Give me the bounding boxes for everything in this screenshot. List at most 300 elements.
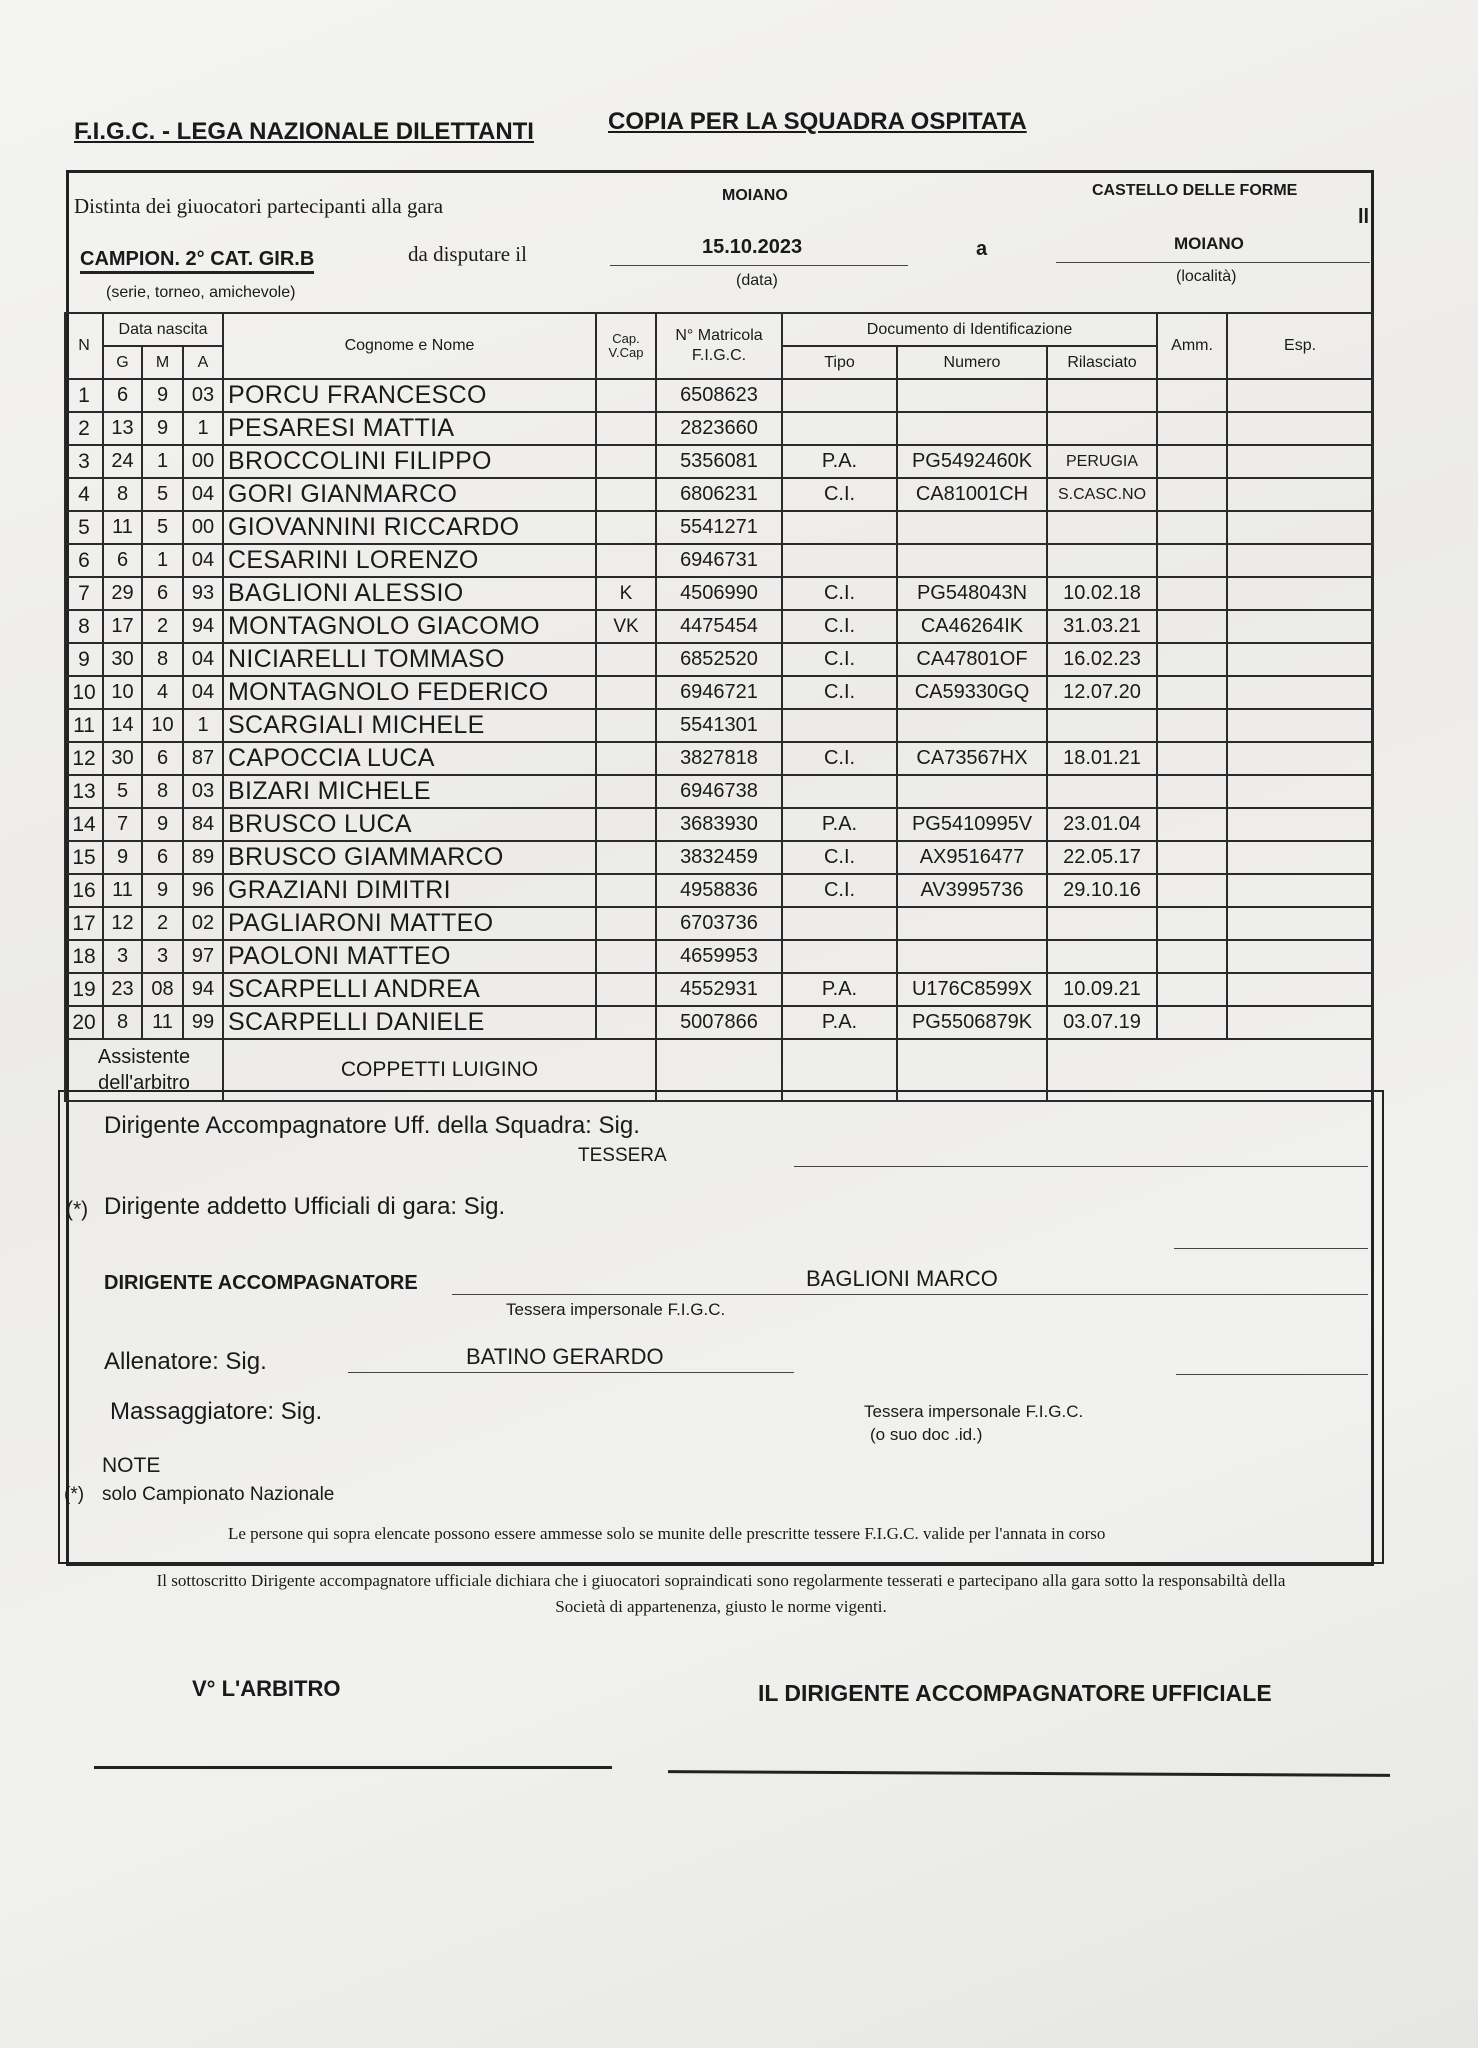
- birth-year: 89: [183, 841, 223, 874]
- birth-day: 13: [103, 412, 142, 445]
- tessera-line: [794, 1166, 1368, 1167]
- esp-cell: [1227, 412, 1373, 445]
- table-row: [65, 874, 1373, 907]
- declaration-line1: Il sottoscritto Dirigente accompagnatore ufficiale dichiara che i giuocatori sopraindicati sono regolarmente tesserati e partecipano alla gara sotto la responsabiltà della: [156, 1571, 1286, 1590]
- match-date: 15.10.2023: [702, 236, 803, 258]
- row-number: 10: [65, 676, 103, 709]
- doc-type: C.I.: [782, 577, 897, 610]
- table-row: [65, 610, 1373, 643]
- amm-cell: [1157, 544, 1227, 577]
- doc-number: PG5492460K: [897, 445, 1047, 478]
- dirigente-gara-label: Dirigente addetto Ufficiali di gara: Sig.: [104, 1193, 506, 1220]
- captain-mark: [596, 874, 656, 907]
- captain-mark: [596, 544, 656, 577]
- player-name: MONTAGNOLO FEDERICO: [223, 676, 596, 709]
- allenatore-label: Allenatore: Sig.: [104, 1348, 267, 1375]
- player-name: MONTAGNOLO GIACOMO: [223, 610, 596, 643]
- amm-cell: [1157, 841, 1227, 874]
- player-name: SCARGIALI MICHELE: [223, 709, 596, 742]
- assistant-cell: [782, 1039, 897, 1101]
- row-number: 15: [65, 841, 103, 874]
- doc-number: [897, 412, 1047, 445]
- birth-day: 30: [103, 643, 142, 676]
- doc-type: C.I.: [782, 874, 897, 907]
- birth-month: 5: [142, 478, 183, 511]
- amm-cell: [1157, 973, 1227, 1006]
- esp-cell: [1227, 511, 1373, 544]
- table-row: [65, 742, 1373, 775]
- doc-number: [897, 940, 1047, 973]
- table-row: [65, 478, 1373, 511]
- doc-type: P.A.: [782, 973, 897, 1006]
- birth-day: 6: [103, 544, 142, 577]
- player-name: BAGLIONI ALESSIO: [223, 577, 596, 610]
- table-row: [65, 577, 1373, 610]
- matricola: 5356081: [656, 445, 782, 478]
- doc-number: U176C8599X: [897, 973, 1047, 1006]
- matricola: 6703736: [656, 907, 782, 940]
- amm-cell: [1157, 643, 1227, 676]
- col-n: N: [65, 313, 103, 379]
- table-row: [65, 379, 1373, 412]
- doc-type: [782, 907, 897, 940]
- birth-year: 02: [183, 907, 223, 940]
- esp-cell: [1227, 1006, 1373, 1039]
- player-name: SCARPELLI ANDREA: [223, 973, 596, 1006]
- birth-day: 23: [103, 973, 142, 1006]
- player-name: CAPOCCIA LUCA: [223, 742, 596, 775]
- doc-number: [897, 907, 1047, 940]
- esp-cell: [1227, 379, 1373, 412]
- captain-mark: [596, 412, 656, 445]
- tessera-imp-2: Tessera impersonale F.I.G.C.: [864, 1402, 1084, 1421]
- player-name: BIZARI MICHELE: [223, 775, 596, 808]
- table-row: [65, 1006, 1373, 1039]
- matricola: 3832459: [656, 841, 782, 874]
- birth-month: 8: [142, 643, 183, 676]
- table-row: [65, 676, 1373, 709]
- doc-type: C.I.: [782, 841, 897, 874]
- competition: CAMPION. 2° CAT. GIR.B: [80, 248, 314, 274]
- birth-month: 08: [142, 973, 183, 1006]
- matricola: 3827818: [656, 742, 782, 775]
- allenatore-line: [348, 1372, 794, 1373]
- location-hint: (località): [1176, 268, 1237, 285]
- matricola: 5541301: [656, 709, 782, 742]
- row-number: 9: [65, 643, 103, 676]
- doc-issued: PERUGIA: [1047, 445, 1157, 478]
- player-name: PAGLIARONI MATTEO: [223, 907, 596, 940]
- doc-type: C.I.: [782, 610, 897, 643]
- matricola: 4552931: [656, 973, 782, 1006]
- birth-day: 11: [103, 511, 142, 544]
- captain-mark: [596, 775, 656, 808]
- birth-month: 9: [142, 412, 183, 445]
- doc-number: CA73567HX: [897, 742, 1047, 775]
- dirigente-acc-line: [452, 1294, 1368, 1295]
- away-team: CASTELLO DELLE FORME: [1092, 182, 1298, 199]
- player-name: GORI GIANMARCO: [223, 478, 596, 511]
- birth-year: 99: [183, 1006, 223, 1039]
- birth-year: 97: [183, 940, 223, 973]
- doc-type: P.A.: [782, 808, 897, 841]
- doc-number: CA81001CH: [897, 478, 1047, 511]
- birth-day: 29: [103, 577, 142, 610]
- doc-type: P.A.: [782, 1006, 897, 1039]
- captain-mark: [596, 973, 656, 1006]
- esp-cell: [1227, 742, 1373, 775]
- birth-month: 4: [142, 676, 183, 709]
- col-matricola-line2: F.I.G.C.: [691, 347, 747, 364]
- row-number: 16: [65, 874, 103, 907]
- table-row: [65, 511, 1373, 544]
- matricola: 4659953: [656, 940, 782, 973]
- player-name: NICIARELLI TOMMASO: [223, 643, 596, 676]
- table-row: [65, 841, 1373, 874]
- doc-issued: [1047, 511, 1157, 544]
- player-name: PORCU FRANCESCO: [223, 379, 596, 412]
- doc-issued: 29.10.16: [1047, 874, 1157, 907]
- doc-issued: 22.05.17: [1047, 841, 1157, 874]
- amm-cell: [1157, 808, 1227, 841]
- allenatore-name: BATINO GERARDO: [466, 1344, 664, 1369]
- assistant-cell: [897, 1039, 1047, 1101]
- doc-number: [897, 511, 1047, 544]
- doc-type: C.I.: [782, 676, 897, 709]
- col-rilasciato: Rilasciato: [1047, 346, 1157, 379]
- amm-cell: [1157, 577, 1227, 610]
- birth-day: 8: [103, 478, 142, 511]
- doc-number: AX9516477: [897, 841, 1047, 874]
- player-name: SCARPELLI DANIELE: [223, 1006, 596, 1039]
- captain-mark: [596, 907, 656, 940]
- referee-signature-label: V° L'ARBITRO: [192, 1676, 341, 1701]
- player-name: CESARINI LORENZO: [223, 544, 596, 577]
- matricola: 6806231: [656, 478, 782, 511]
- doc-issued: 12.07.20: [1047, 676, 1157, 709]
- note-label: NOTE: [102, 1454, 161, 1477]
- league-title: F.I.G.C. - LEGA NAZIONALE DILETTANTI: [74, 118, 534, 145]
- doc-issued: S.CASC.NO: [1047, 478, 1157, 511]
- row-number: 1: [65, 379, 103, 412]
- assistant-label-line1: Assistente: [97, 1046, 191, 1068]
- captain-mark: [596, 379, 656, 412]
- birth-day: 3: [103, 940, 142, 973]
- doc-number: CA59330GQ: [897, 676, 1047, 709]
- doc-issued: 23.01.04: [1047, 808, 1157, 841]
- matricola: 5541271: [656, 511, 782, 544]
- player-name: BROCCOLINI FILIPPO: [223, 445, 596, 478]
- col-birth: Data nascita: [103, 313, 223, 346]
- amm-cell: [1157, 775, 1227, 808]
- footer-note: Le persone qui sopra elencate possono essere ammesse solo se munite delle prescritte tessere F.I.G.C. valide per l'annata in corso: [228, 1524, 1106, 1543]
- captain-mark: [596, 1006, 656, 1039]
- doc-type: [782, 940, 897, 973]
- birth-year: 00: [183, 511, 223, 544]
- birth-year: 1: [183, 709, 223, 742]
- birth-month: 9: [142, 808, 183, 841]
- assistant-label: [65, 1039, 223, 1101]
- assistant-name: COPPETTI LUIGINO: [223, 1039, 656, 1101]
- captain-mark: VK: [596, 610, 656, 643]
- manager-signature-line: [668, 1770, 1390, 1777]
- birth-year: 04: [183, 478, 223, 511]
- referee-signature-line: [94, 1766, 612, 1769]
- doc-number: CA46264IK: [897, 610, 1047, 643]
- birth-month: 2: [142, 907, 183, 940]
- player-name: BRUSCO GIAMMARCO: [223, 841, 596, 874]
- birth-month: 5: [142, 511, 183, 544]
- captain-mark: [596, 511, 656, 544]
- row-number: 17: [65, 907, 103, 940]
- allenatore-tessera-line: [1176, 1374, 1368, 1375]
- birth-year: 04: [183, 643, 223, 676]
- amm-cell: [1157, 742, 1227, 775]
- assistant-cell: [1047, 1039, 1373, 1101]
- amm-cell: [1157, 676, 1227, 709]
- doc-type: C.I.: [782, 478, 897, 511]
- amm-cell: [1157, 874, 1227, 907]
- doc-number: CA47801OF: [897, 643, 1047, 676]
- doc-issued: 10.02.18: [1047, 577, 1157, 610]
- table-row: [65, 907, 1373, 940]
- col-tipo: Tipo: [782, 346, 897, 379]
- col-numero: Numero: [897, 346, 1047, 379]
- competition-hint: (serie, torneo, amichevole): [106, 284, 296, 301]
- assistant-cell: [656, 1039, 782, 1101]
- captain-mark: [596, 445, 656, 478]
- doc-issued: [1047, 907, 1157, 940]
- esp-cell: [1227, 643, 1373, 676]
- esp-cell: [1227, 610, 1373, 643]
- captain-mark: [596, 742, 656, 775]
- doc-issued: 31.03.21: [1047, 610, 1157, 643]
- birth-year: 04: [183, 676, 223, 709]
- amm-cell: [1157, 379, 1227, 412]
- col-esp: Esp.: [1227, 313, 1373, 379]
- row-number: 3: [65, 445, 103, 478]
- doc-type: C.I.: [782, 643, 897, 676]
- table-row: [65, 940, 1373, 973]
- col-a: A: [183, 346, 223, 379]
- location: MOIANO: [1174, 234, 1244, 253]
- doc-issued: [1047, 709, 1157, 742]
- esp-cell: [1227, 973, 1373, 1006]
- table-row: [65, 709, 1373, 742]
- intro-text: Distinta dei giuocatori partecipanti alla gara: [74, 194, 444, 218]
- captain-mark: [596, 709, 656, 742]
- dirigente-gara-line: [1174, 1248, 1368, 1249]
- table-row: [65, 643, 1373, 676]
- birth-month: 9: [142, 874, 183, 907]
- tessera-imp-3: (o suo doc .id.): [870, 1425, 983, 1444]
- declaration: [86, 1568, 1356, 1620]
- birth-day: 12: [103, 907, 142, 940]
- matricola: 5007866: [656, 1006, 782, 1039]
- birth-month: 3: [142, 940, 183, 973]
- doc-number: [897, 379, 1047, 412]
- row-number: 4: [65, 478, 103, 511]
- matricola: 6946731: [656, 544, 782, 577]
- birth-year: 94: [183, 973, 223, 1006]
- declaration-line2: Società di appartenenza, giusto le norme vigenti.: [555, 1597, 887, 1616]
- birth-day: 8: [103, 1006, 142, 1039]
- col-cap-label: Cap.: [612, 331, 640, 346]
- birth-month: 6: [142, 742, 183, 775]
- captain-mark: [596, 676, 656, 709]
- amm-cell: [1157, 1006, 1227, 1039]
- location-line: [1056, 262, 1370, 263]
- birth-year: 93: [183, 577, 223, 610]
- doc-issued: [1047, 544, 1157, 577]
- esp-cell: [1227, 577, 1373, 610]
- birth-month: 10: [142, 709, 183, 742]
- dirigente-acc-name: BAGLIONI MARCO: [806, 1266, 998, 1291]
- doc-number: PG5410995V: [897, 808, 1047, 841]
- row-number: 2: [65, 412, 103, 445]
- table-row: [65, 445, 1373, 478]
- row-number: 5: [65, 511, 103, 544]
- assistant-label-line2: dell'arbitro: [98, 1072, 190, 1094]
- birth-month: 1: [142, 544, 183, 577]
- birth-month: 9: [142, 379, 183, 412]
- player-name: GIOVANNINI RICCARDO: [223, 511, 596, 544]
- player-name: PESARESI MATTIA: [223, 412, 596, 445]
- birth-year: 1: [183, 412, 223, 445]
- table-row: [65, 808, 1373, 841]
- captain-mark: [596, 478, 656, 511]
- captain-mark: [596, 940, 656, 973]
- player-name: GRAZIANI DIMITRI: [223, 874, 596, 907]
- matricola: 6508623: [656, 379, 782, 412]
- row-number: 8: [65, 610, 103, 643]
- row-number: 18: [65, 940, 103, 973]
- doc-type: [782, 511, 897, 544]
- doc-type: P.A.: [782, 445, 897, 478]
- tessera-label: TESSERA: [578, 1145, 667, 1166]
- birth-year: 03: [183, 775, 223, 808]
- note-text: solo Campionato Nazionale: [102, 1484, 335, 1505]
- matricola: 6946721: [656, 676, 782, 709]
- birth-year: 94: [183, 610, 223, 643]
- table-row: [65, 775, 1373, 808]
- at-label: a: [976, 238, 988, 260]
- esp-cell: [1227, 775, 1373, 808]
- esp-cell: [1227, 841, 1373, 874]
- row-number: 6: [65, 544, 103, 577]
- birth-month: 1: [142, 445, 183, 478]
- copy-title: COPIA PER LA SQUADRA OSPITATA: [608, 108, 1027, 135]
- doc-issued: [1047, 379, 1157, 412]
- col-doc: Documento di Identificazione: [782, 313, 1157, 346]
- doc-issued: [1047, 775, 1157, 808]
- birth-day: 24: [103, 445, 142, 478]
- doc-type: C.I.: [782, 742, 897, 775]
- doc-issued: [1047, 940, 1157, 973]
- table-row: [65, 412, 1373, 445]
- esp-cell: [1227, 874, 1373, 907]
- massaggiatore-label: Massaggiatore: Sig.: [110, 1398, 323, 1425]
- players-table: [64, 312, 1374, 1102]
- esp-cell: [1227, 808, 1373, 841]
- player-name: BRUSCO LUCA: [223, 808, 596, 841]
- esp-cell: [1227, 907, 1373, 940]
- birth-day: 6: [103, 379, 142, 412]
- matricola: 4475454: [656, 610, 782, 643]
- amm-cell: [1157, 478, 1227, 511]
- margin-mark: ll: [1358, 206, 1370, 228]
- doc-issued: 10.09.21: [1047, 973, 1157, 1006]
- doc-issued: 18.01.21: [1047, 742, 1157, 775]
- birth-year: 96: [183, 874, 223, 907]
- birth-month: 6: [142, 577, 183, 610]
- doc-number: PG5506879K: [897, 1006, 1047, 1039]
- table-row: [65, 973, 1373, 1006]
- esp-cell: [1227, 709, 1373, 742]
- birth-month: 6: [142, 841, 183, 874]
- birth-month: 11: [142, 1006, 183, 1039]
- birth-year: 84: [183, 808, 223, 841]
- col-cap: [596, 313, 656, 379]
- matricola: 6946738: [656, 775, 782, 808]
- doc-type: [782, 379, 897, 412]
- birth-day: 5: [103, 775, 142, 808]
- doc-issued: 03.07.19: [1047, 1006, 1157, 1039]
- row-number: 13: [65, 775, 103, 808]
- asterisk-1: (*): [66, 1198, 89, 1221]
- player-name: PAOLONI MATTEO: [223, 940, 596, 973]
- doc-issued: [1047, 412, 1157, 445]
- amm-cell: [1157, 610, 1227, 643]
- doc-number: PG548043N: [897, 577, 1047, 610]
- birth-year: 03: [183, 379, 223, 412]
- birth-month: 8: [142, 775, 183, 808]
- matricola: 3683930: [656, 808, 782, 841]
- matricola: 4958836: [656, 874, 782, 907]
- birth-day: 14: [103, 709, 142, 742]
- row-number: 14: [65, 808, 103, 841]
- manager-signature-label: IL DIRIGENTE ACCOMPAGNATORE UFFICIALE: [758, 1680, 1272, 1706]
- dirigente-uff-label: Dirigente Accompagnatore Uff. della Squadra: Sig.: [104, 1112, 640, 1139]
- doc-number: [897, 544, 1047, 577]
- birth-year: 04: [183, 544, 223, 577]
- captain-mark: [596, 643, 656, 676]
- doc-type: [782, 544, 897, 577]
- birth-day: 30: [103, 742, 142, 775]
- doc-number: [897, 709, 1047, 742]
- col-m: M: [142, 346, 183, 379]
- asterisk-2: (*): [64, 1484, 85, 1505]
- doc-issued: 16.02.23: [1047, 643, 1157, 676]
- row-number: 19: [65, 973, 103, 1006]
- matricola: 4506990: [656, 577, 782, 610]
- amm-cell: [1157, 445, 1227, 478]
- esp-cell: [1227, 544, 1373, 577]
- birth-day: 10: [103, 676, 142, 709]
- birth-month: 2: [142, 610, 183, 643]
- col-amm: Amm.: [1157, 313, 1227, 379]
- birth-year: 00: [183, 445, 223, 478]
- dirigente-acc-label: DIRIGENTE ACCOMPAGNATORE: [104, 1272, 418, 1294]
- col-matricola: [656, 313, 782, 379]
- to-play-label: da disputare il: [408, 242, 527, 266]
- esp-cell: [1227, 940, 1373, 973]
- amm-cell: [1157, 412, 1227, 445]
- doc-type: [782, 709, 897, 742]
- esp-cell: [1227, 676, 1373, 709]
- amm-cell: [1157, 940, 1227, 973]
- table-row: [65, 544, 1373, 577]
